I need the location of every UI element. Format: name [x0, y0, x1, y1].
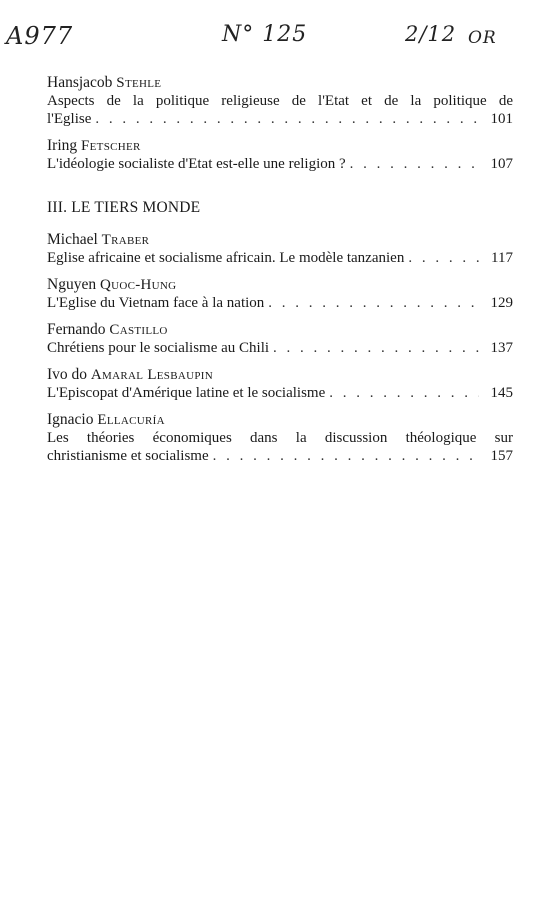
- dot-leader: [273, 339, 479, 357]
- article-title-last-line: [47, 155, 513, 173]
- dot-leader: [268, 294, 479, 312]
- author-name: [47, 366, 513, 384]
- page-number: 117: [491, 250, 513, 266]
- author-first-name: Fernando: [47, 321, 106, 338]
- handwritten-issue-number: N° 125: [222, 22, 308, 47]
- article-title-text: L'idéologie socialiste d'Etat est-elle une religion ?: [47, 156, 346, 172]
- author-first-name: Ivo do: [47, 366, 88, 383]
- author-name: [47, 137, 513, 155]
- author-name: [47, 231, 513, 249]
- section-heading: III. LE TIERS MONDE: [47, 199, 201, 216]
- page-number: 137: [490, 340, 513, 356]
- page-number: 129: [490, 295, 513, 311]
- article-title: [47, 92, 513, 128]
- toc-entries-part-2: [47, 74, 513, 173]
- article-title-text: christianisme et socialisme: [47, 448, 209, 464]
- page-number: 107: [490, 156, 513, 172]
- article-title-last-line: [47, 249, 513, 267]
- author-first-name: Michael: [47, 231, 98, 248]
- page-number: 157: [490, 448, 513, 464]
- article-title-last-line: [47, 339, 513, 357]
- toc-entry[interactable]: [47, 137, 513, 173]
- article-title-text: Chrétiens pour le socialisme au Chili: [47, 340, 270, 356]
- article-title-line: Aspects de la politique religieuse de l'Etat et de la politique de: [47, 93, 513, 109]
- author-last-name: Stehle: [116, 75, 162, 91]
- author-name: [47, 321, 513, 339]
- article-title-text: L'Eglise du Vietnam face à la nation: [47, 295, 265, 311]
- toc-entry[interactable]: [47, 231, 513, 267]
- page-number: 101: [490, 111, 513, 127]
- article-title-last-line: [47, 110, 513, 128]
- article-title-text: Eglise africaine et socialisme africain. Le modèle tanzanien: [47, 250, 405, 266]
- toc-entry[interactable]: [47, 74, 513, 128]
- author-last-name: Quoc-Hung: [99, 277, 177, 293]
- article-title-text: L'Episcopat d'Amérique latine et le socialisme: [47, 385, 326, 401]
- author-last-name: Traber: [101, 232, 150, 248]
- dot-leader: [408, 249, 479, 267]
- page-number: 145: [490, 385, 513, 401]
- article-title: [47, 384, 513, 402]
- author-last-name: Amaral Lesbaupin: [90, 367, 213, 383]
- article-title: [47, 429, 513, 465]
- toc-entry[interactable]: [47, 366, 513, 402]
- handwritten-note: 2/12: [405, 22, 457, 46]
- dot-leader: [350, 155, 479, 173]
- author-name: [47, 276, 513, 294]
- author-first-name: Ignacio: [47, 411, 94, 428]
- article-title: [47, 155, 513, 173]
- article-title-last-line: [47, 294, 513, 312]
- toc-entries-part-3: [47, 231, 513, 465]
- author-first-name: Nguyen: [47, 276, 97, 293]
- dot-leader: [329, 384, 479, 402]
- author-first-name: Hansjacob: [47, 74, 113, 91]
- toc-entry[interactable]: [47, 321, 513, 357]
- toc-entry[interactable]: [47, 411, 513, 465]
- article-title: [47, 339, 513, 357]
- article-title: [47, 294, 513, 312]
- author-name: [47, 411, 513, 429]
- article-title: [47, 249, 513, 267]
- table-of-contents: [47, 74, 513, 474]
- author-first-name: Iring: [47, 137, 78, 154]
- author-name: [47, 74, 513, 92]
- dot-leader: [95, 110, 479, 128]
- article-title-last-line: [47, 447, 513, 465]
- author-last-name: Ellacuría: [97, 412, 165, 428]
- toc-entry[interactable]: [47, 276, 513, 312]
- author-last-name: Castillo: [109, 322, 168, 338]
- article-title-line: Les théories économiques dans la discussion théologique sur: [47, 430, 513, 446]
- dot-leader: [213, 447, 479, 465]
- author-last-name: Fetscher: [81, 138, 141, 154]
- article-title-last-line: [47, 384, 513, 402]
- article-title-text: l'Eglise: [47, 111, 92, 127]
- handwritten-reference: A977: [6, 22, 74, 50]
- handwritten-initials: OR: [468, 28, 497, 48]
